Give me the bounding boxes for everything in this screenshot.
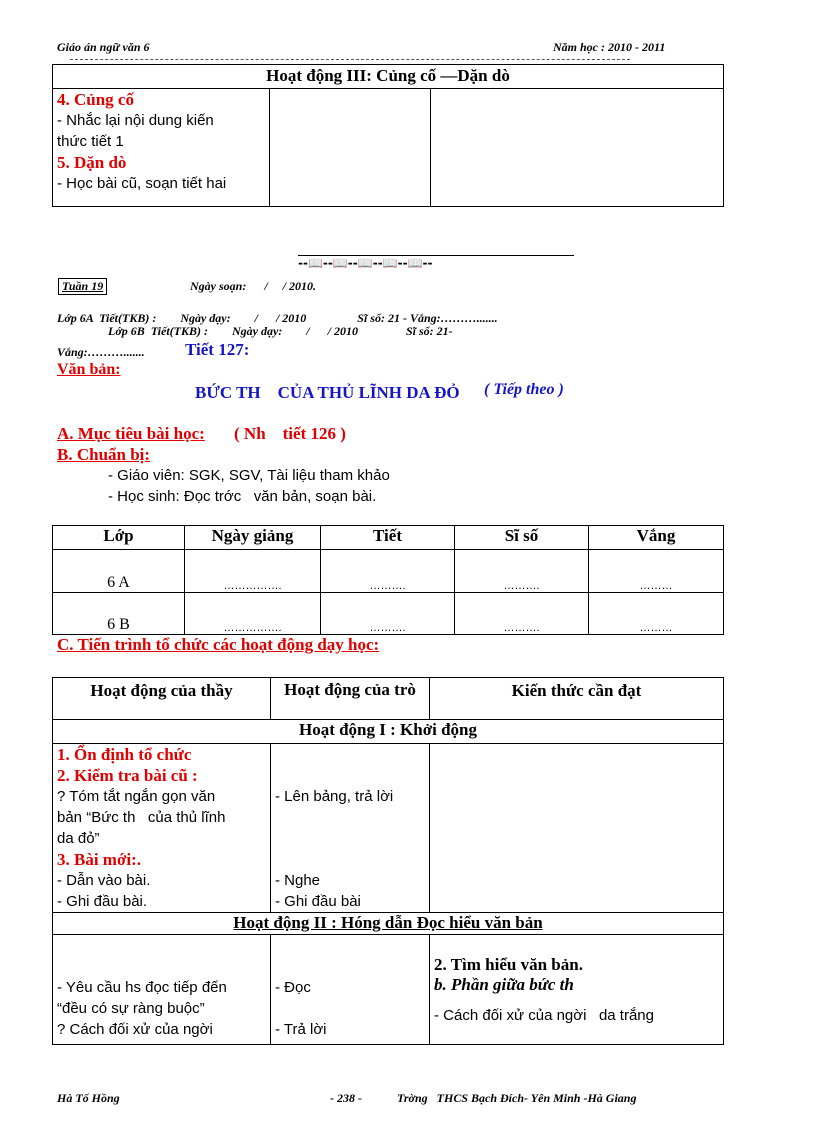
header-right: Năm học : 2010 - 2011 <box>553 40 666 54</box>
lesson-number: Tiết 127: <box>185 340 250 359</box>
size-cell: ………. <box>455 550 589 593</box>
consolidate-heading: 4. Củng cố <box>57 90 134 109</box>
student-read: - Đọc <box>275 979 311 996</box>
date-cell: ……………. <box>185 593 321 635</box>
footer-author: Hà Tố Hồng <box>57 1091 120 1105</box>
week-label: Tuần 19 <box>58 278 107 295</box>
class-row-6b <box>53 593 724 635</box>
date-cell: ……………. <box>185 550 321 593</box>
class-cell: 6 A <box>53 550 185 593</box>
section2-knowledge-cell <box>430 935 724 1045</box>
lesson-title: BỨC TH CỦA THỦ LĨNH DA ĐỎ <box>195 383 460 402</box>
homework-heading: 5. Dặn dò <box>57 153 127 172</box>
section-a-note: ( Nh tiết 126 ) <box>234 424 346 443</box>
section-b-heading: B. Chuẩn bị: <box>57 445 151 464</box>
review-question-line-3: da đỏ” <box>57 830 100 847</box>
prep-teacher: - Giáo viên: SGK, SGV, Tài liệu tham khảo <box>108 467 390 484</box>
knowledge-col-header: Kiến thức cần đạt <box>430 678 724 720</box>
absent-cell: ……… <box>589 550 724 593</box>
class-table-header-row <box>53 526 724 550</box>
understand-text-heading: 2. Tìm hiểu văn bản. <box>434 955 583 974</box>
page-number: - 238 - <box>330 1091 362 1105</box>
new-lesson-heading: 3. Bài mới:. <box>57 850 142 869</box>
student-col-header: Hoạt động của trò <box>271 678 430 720</box>
absent-cell: ……… <box>589 593 724 635</box>
absent-col-header: Vắng <box>589 526 724 550</box>
period-cell: ………. <box>321 550 455 593</box>
top-activity-table <box>52 64 724 207</box>
class-col-header: Lớp <box>53 526 185 550</box>
treatment-answer: - Cách đối xử của ngời da trắng <box>434 1007 654 1024</box>
read-instruction-line-1: - Yêu cầu hs đọc tiếp đến <box>57 979 227 996</box>
student-listen: - Nghe <box>275 872 321 889</box>
review-question-line-2: bản “Bức th của thủ lĩnh <box>57 809 226 826</box>
intro-line: - Dẫn vào bài. <box>57 872 151 889</box>
prep-date: Ngày soạn: / / 2010. <box>190 279 316 293</box>
consolidate-line-2: thức tiết 1 <box>57 133 124 150</box>
section1-header: Hoạt động I : Khởi động <box>53 720 724 744</box>
treatment-question: ? Cách đối xử của ngời <box>57 1021 213 1038</box>
class-6b-info: Lớp 6B Tiết(TKB) : Ngày dạy: / / 2010 Sĩ số: 21- <box>108 324 453 338</box>
class-table <box>52 525 724 635</box>
middle-part-heading: b. Phần giữa bức th <box>434 975 574 994</box>
book-separator: --📖--📖--📖--📖--📖-- <box>298 256 433 270</box>
top-table-knowledge-cell <box>431 89 724 207</box>
section2-teacher-cell <box>53 935 271 1045</box>
class-6a-info: Lớp 6A Tiết(TKB) : Ngày dạy: / / 2010 Sĩ số: 21 - Vắng:………....... <box>57 311 498 325</box>
review-heading: 2. Kiểm tra bài cũ : <box>57 766 198 785</box>
top-table-teacher-cell <box>53 89 270 207</box>
footer-school: Trờng THCS Bạch Đích- Yên Minh -Hà Giang <box>397 1091 637 1105</box>
lesson-title-suffix: ( Tiếp theo ) <box>484 381 564 398</box>
text-label: Văn bản: <box>57 361 121 378</box>
review-question-line-1: ? Tóm tắt ngắn gọn văn <box>57 788 216 805</box>
activity-header-row <box>53 678 724 720</box>
section1-teacher-cell <box>53 744 271 913</box>
absent-label: Vắng:………....... <box>57 345 145 359</box>
section1-row <box>53 744 724 913</box>
student-reply: - Trả lời <box>275 1021 327 1038</box>
section-a-heading: A. Mục tiêu bài học: <box>57 424 205 443</box>
header-left: Giáo án ngữ văn 6 <box>57 40 150 54</box>
section1-student-cell <box>271 744 430 913</box>
top-table-header: Hoạt động III: Củng cố —Dặn dò <box>53 65 724 89</box>
size-cell: ………. <box>455 593 589 635</box>
size-col-header: Sĩ số <box>455 526 589 550</box>
student-write-title: - Ghi đầu bài <box>275 893 361 910</box>
date-col-header: Ngày giảng <box>185 526 321 550</box>
section2-header: Hoạt động II : Hóng dẫn Đọc hiểu văn bản <box>53 913 724 935</box>
prep-student: - Học sinh: Đọc trớc văn bản, soạn bài. <box>108 488 377 505</box>
read-instruction-line-2: “đều có sự ràng buộc” <box>57 1000 205 1017</box>
homework-line: - Học bài cũ, soạn tiết hai <box>57 175 227 192</box>
class-cell: 6 B <box>53 593 185 635</box>
section-c-heading: C. Tiến trình tổ chức các hoạt động dạy học: <box>57 635 380 654</box>
activity-table <box>52 677 724 1045</box>
section2-row <box>53 935 724 1045</box>
period-cell: ………. <box>321 593 455 635</box>
teacher-col-header: Hoạt động của thầy <box>53 678 271 720</box>
class-row-6a <box>53 550 724 593</box>
section2-student-cell <box>271 935 430 1045</box>
top-table-student-cell <box>270 89 431 207</box>
period-col-header: Tiết <box>321 526 455 550</box>
stabilize-heading: 1. Ổn định tổ chức <box>57 745 192 764</box>
student-answer: - Lên bảng, trả lời <box>275 788 394 805</box>
write-title-line: - Ghi đầu bài. <box>57 893 148 910</box>
header-divider <box>70 59 630 60</box>
section1-knowledge-cell <box>430 744 724 913</box>
consolidate-line-1: - Nhắc lại nội dung kiến <box>57 112 214 129</box>
